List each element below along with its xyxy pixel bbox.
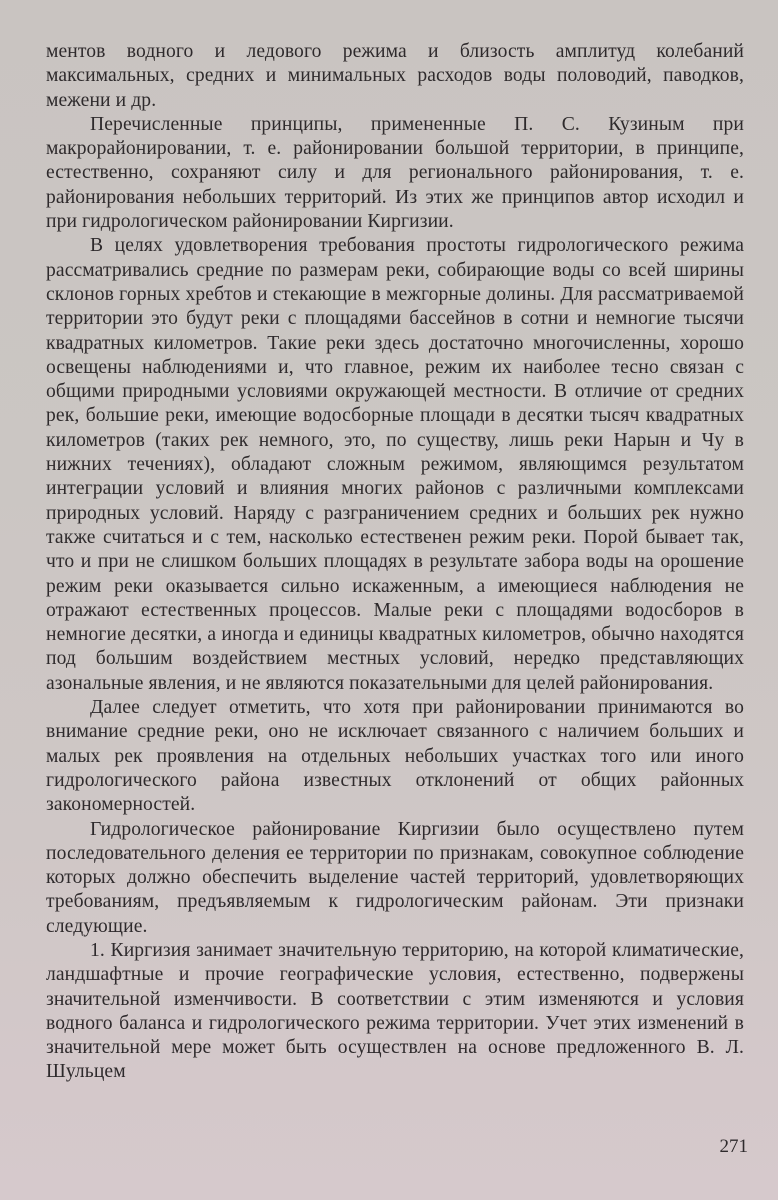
paragraph-continued: ментов водного и ледового режима и близость амплитуд колебаний максимальных, средних и минимальных расходов воды половодий, паводков, межени и др. — [46, 41, 744, 111]
paragraph-deviations: Далее следует отметить, что хотя при районировании принимаются во внимание средние реки, оно не исключает связанного с наличием больших и малых рек проявления на отдельных небольших участках того или иного гидрологического района известных отклонений от общих районных закономерностей. — [46, 697, 744, 816]
paragraph-criterion-1: 1. Киргизия занимает значительную территорию, на которой климатические, ландшафтные и прочие географические условия, естественно, подвержены значительной изменчивости. В соответствии с этим изменяются и условия водного баланса и гидрологического режима территории. Учет этих изменений в значительной мере может быть осуществлен на основе предложенного В. Л. Шульцем — [46, 939, 744, 1083]
body-text — [46, 40, 744, 1085]
paragraph-zoning-method: Гидрологическое районирование Киргизии было осуществлено путем последовательного деления ее территории по признакам, совокупное соблюдение которых должно обеспечить выделение частей территорий, удовлетворяющих требованиям, предъявляемым к гидрологическим районам. Эти признаки следующие. — [46, 818, 744, 937]
paragraph-principles: Перечисленные принципы, примененные П. С. Кузиным при макрорайонировании, т. е. районировании большой территории, в принципе, естественно, сохраняют силу и для регионального районирования, т. е. районирования небольших территорий. Из этих же принципов автор исходил и при гидрологическом районировании Киргизии. — [46, 113, 744, 233]
page-number: 271 — [719, 1136, 748, 1157]
paragraph-river-size: В целях удовлетворения требования простоты гидрологического режима рассматривались средние по размерам реки, собирающие воды со всей ширины склонов горных хребтов и стекающие в межгорные долины. Для рассматриваемой территории это будут реки с площадями бассейнов в сотни и немногие тысячи квадратных километров. Такие реки здесь достаточно многочисленны, хорошо освещены наблюдениями и, что главное, режим их наиболее тесно связан с общими природными условиями окружающей местности. В отличие от средних рек, большие реки, имеющие водосборные площади в десятки тысяч квадратных километров (таких рек немного, это, по существу, лишь реки Нарын и Чу в нижних течениях), обладают сложным режимом, являющимся результатом интеграции условий и влияния многих районов с различными комплексами природных условий. Наряду с разграничением средних и больших рек нужно также считаться и с тем, насколько естественен режим реки. Порой бывает так, что и при не слишком больших площадях в результате забора воды на орошение режим реки оказывается сильно искаженным, а имеющиеся наблюдения не отражают естественных процессов. Малые реки с площадями водосборов в немногие десятки, а иногда и единицы квадратных километров, обычно находятся под большим воздействием местных условий, нередко представляющих азональные явления, и не являются показательными для целей районирования. — [46, 235, 744, 694]
